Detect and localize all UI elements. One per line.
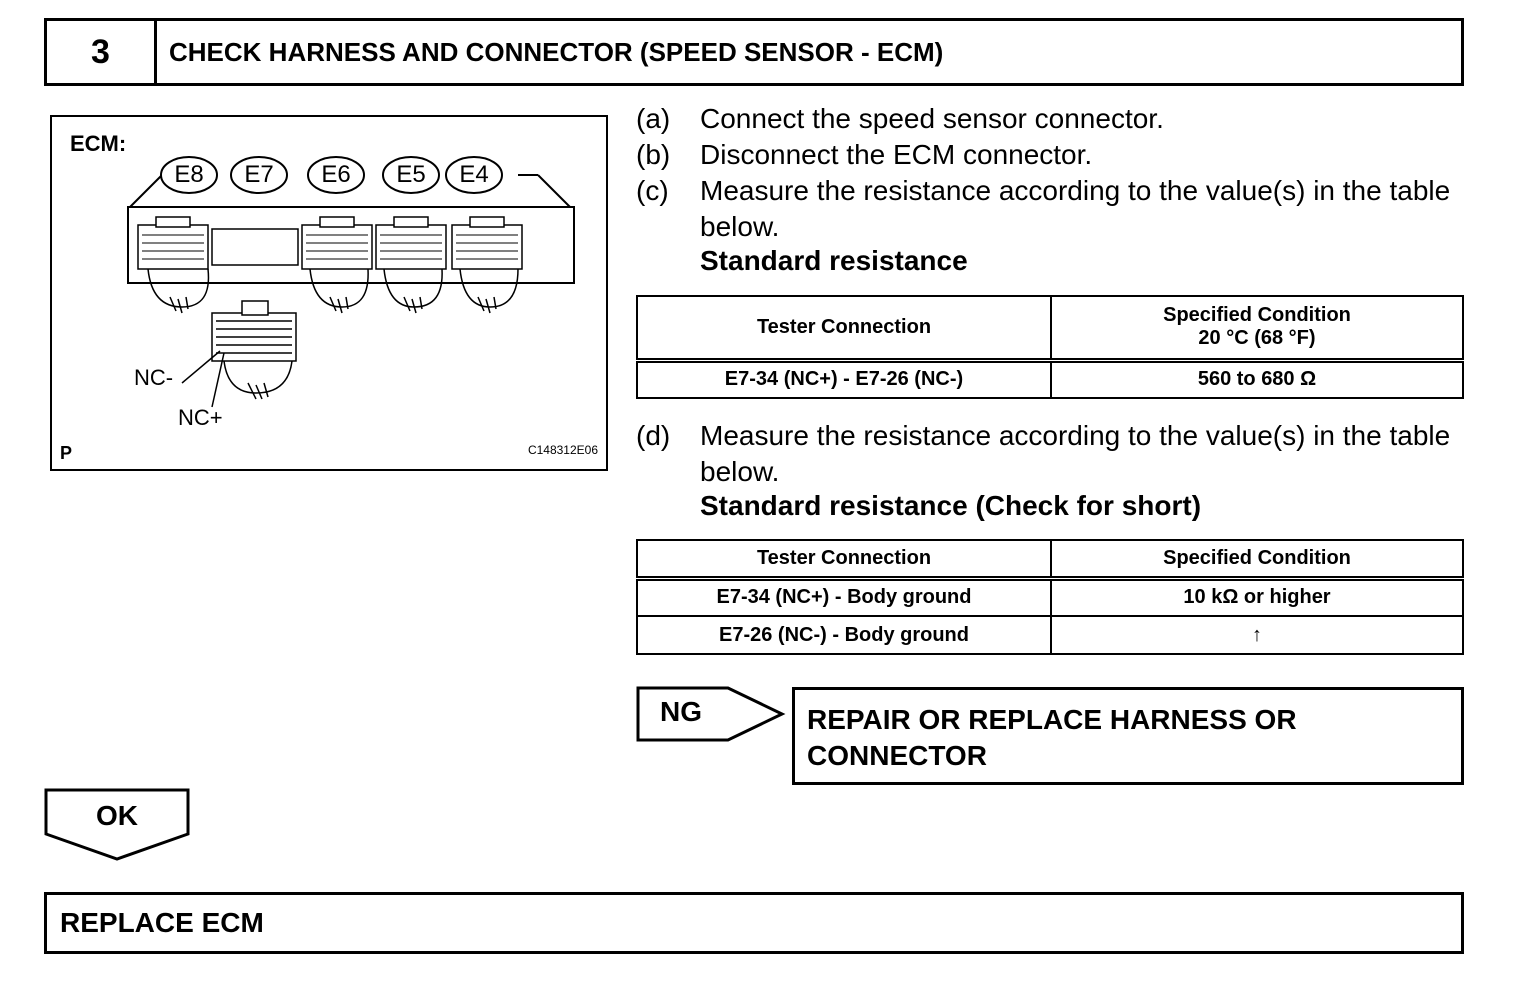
connector-e4-label: E4	[459, 161, 489, 188]
connector-e6-label: E6	[321, 161, 351, 188]
ng-label: NG	[660, 696, 702, 727]
instruction-d	[636, 418, 1476, 490]
pin-label-nc-minus: NC-	[134, 365, 174, 390]
instruction-text: Disconnect the ECM connector.	[700, 139, 1093, 170]
ok-arrow	[44, 788, 190, 862]
ecm-connector-figure	[50, 115, 608, 471]
col-specified-condition: Specified Condition	[1051, 540, 1463, 578]
table-row	[637, 578, 1463, 616]
cell-condition: 560 to 680 Ω	[1051, 360, 1463, 398]
ng-action-box	[792, 687, 1464, 785]
instruction-b	[636, 137, 1476, 173]
short-check-table	[636, 539, 1464, 655]
cell-connection: E7-34 (NC+) - Body ground	[637, 578, 1051, 616]
col-specified-condition-title: Specified Condition	[1163, 304, 1351, 327]
instruction-c	[636, 173, 1476, 245]
col-specified-condition	[1051, 296, 1463, 360]
step-number: 3	[47, 21, 157, 83]
instruction-letter: (b)	[636, 139, 671, 170]
instruction-letter: (d)	[636, 420, 671, 451]
harness-connector	[212, 301, 296, 399]
connector-e5-label: E5	[396, 161, 426, 188]
table-row	[637, 360, 1463, 398]
ok-label: OK	[96, 800, 138, 831]
resistance-table	[636, 295, 1464, 399]
table-header-row	[637, 296, 1463, 360]
ng-arrow	[636, 686, 786, 744]
connector-e8-label: E8	[174, 161, 204, 188]
col-tester-connection: Tester Connection	[637, 296, 1051, 360]
cell-connection: E7-34 (NC+) - E7-26 (NC-)	[637, 360, 1051, 398]
instruction-letter: (c)	[636, 175, 669, 206]
ng-arrow-shape	[636, 686, 786, 744]
figure-corner-letter: P	[60, 443, 73, 463]
table2-heading: Standard resistance (Check for short)	[700, 490, 1202, 521]
table1-heading: Standard resistance	[700, 245, 968, 276]
ng-action-line-1: REPAIR OR REPLACE HARNESS OR	[807, 704, 1297, 735]
step-header	[44, 18, 1464, 86]
table-header-row	[637, 540, 1463, 578]
table-row	[637, 616, 1463, 654]
ecm-label: ECM:	[70, 131, 127, 156]
col-specified-condition-temp: 20 °C (68 °F)	[1198, 327, 1316, 350]
pin-label-nc-plus: NC+	[178, 405, 223, 430]
instruction-a	[636, 101, 1476, 137]
cell-condition: 10 kΩ or higher	[1051, 578, 1463, 616]
ng-action-line-2: CONNECTOR	[807, 740, 987, 771]
instruction-text: Measure the resistance according to the value(s) in the table below.	[700, 175, 1451, 242]
col-tester-connection: Tester Connection	[637, 540, 1051, 578]
connector-e7-label: E7	[244, 161, 274, 188]
cell-connection: E7-26 (NC-) - Body ground	[637, 616, 1051, 654]
instruction-letter: (a)	[636, 103, 671, 134]
instruction-text: Measure the resistance according to the value(s) in the table below.	[700, 420, 1451, 487]
cell-condition: ↑	[1051, 616, 1463, 654]
step-title: CHECK HARNESS AND CONNECTOR (SPEED SENSOR - ECM)	[169, 36, 944, 67]
instruction-text: Connect the speed sensor connector.	[700, 103, 1164, 134]
final-action-text: REPLACE ECM	[60, 907, 264, 938]
final-action-box	[44, 892, 1464, 954]
figure-code: C148312E06	[527, 443, 598, 457]
